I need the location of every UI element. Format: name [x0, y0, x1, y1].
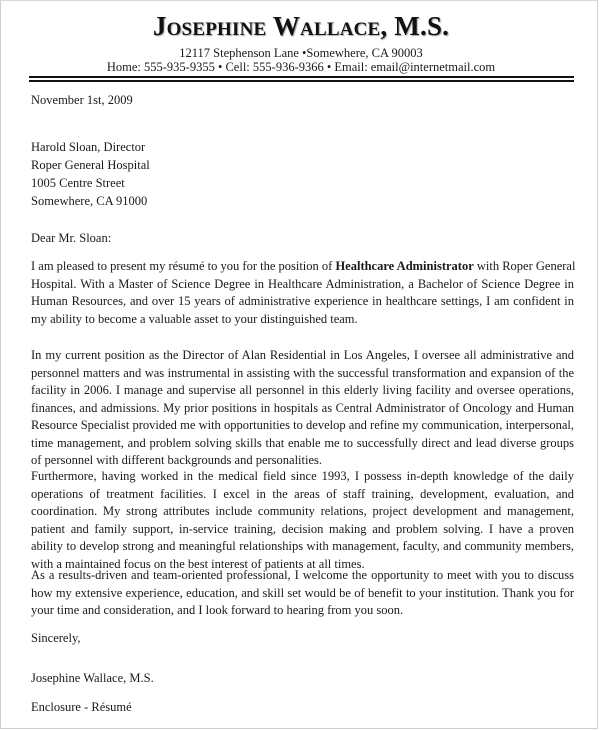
- paragraph-line: facility in 2006. I manage and supervise all personnel in this elderly living facility and oversee operations,: [31, 383, 574, 397]
- letter-date: November 1st, 2009: [31, 93, 133, 107]
- sender-address: 12117 Stephenson Lane •Somewhere, CA 90003: [179, 46, 423, 60]
- paragraph-current-position: [31, 347, 574, 470]
- paragraph-line: I am pleased to present my résumé to you for the position of Healthcare Administrator with Roper General: [31, 259, 576, 273]
- paragraph-line: operations of treatment facilities. I excel in the areas of staff training, development, evaluation, and: [31, 486, 574, 501]
- paragraph-intro: [31, 258, 574, 328]
- paragraph-line: patient and family support, in-service training, decision making and problem solving. I have a proven: [31, 521, 574, 536]
- sender-name: Josephine Wallace, M.S.: [152, 11, 450, 41]
- enclosure-note: Enclosure - Résumé: [31, 700, 132, 714]
- paragraph-line: time management, and problem solving skills that enable me to successfully direct and lead diverse groups: [31, 435, 574, 450]
- header-rule-bottom: [29, 80, 574, 82]
- paragraph-line: coordination. My strong attributes include community relations, project development and management,: [31, 504, 574, 518]
- recipient-organization: Roper General Hospital: [31, 158, 150, 172]
- recipient-street: 1005 Centre Street: [31, 176, 125, 190]
- header-rule-top: [29, 76, 574, 78]
- recipient-name: Harold Sloan, Director: [31, 140, 146, 154]
- paragraph-line: Hospital. With a Master of Science Degree in Healthcare Administration, a Bachelor of Science Degree in: [31, 276, 574, 291]
- paragraph-line: In my current position as the Director of Alan Residential in Los Angeles, I oversee all administrative and: [31, 348, 574, 362]
- paragraph-closing: [31, 567, 574, 620]
- paragraph-line: Resource Specialist provided me with opportunities to develop and refine my communication, interpersonal,: [31, 418, 574, 432]
- salutation: Dear Mr. Sloan:: [31, 231, 112, 245]
- sender-contact: Home: 555-935-9355 • Cell: 555-936-9366 • Email: email@internetmail.com: [106, 60, 496, 74]
- paragraph-line: As a results-driven and team-oriented professional, I welcome the opportunity to meet with you to discuss: [31, 568, 574, 582]
- paragraph-line: personnel matters and was instrumental in assisting with the successful transformation and expansion of the: [31, 365, 574, 380]
- paragraph-line: your time and consideration, and I look forward to hearing from you soon.: [31, 603, 404, 617]
- paragraph-line: how my extensive experience, education, and skill set would be of benefit to your institution. Thank you for: [31, 585, 574, 600]
- paragraph-line: finances, and admissions. My prior positions in hospitals as Central Administrator of Oncology and Human: [31, 400, 574, 415]
- position-title: Healthcare Administrator: [335, 259, 474, 273]
- paragraph-line: Furthermore, having worked in the medical field since 1993, I possess in-depth knowledge of the daily: [31, 469, 574, 483]
- closing: Sincerely,: [31, 631, 81, 645]
- recipient-city: Somewhere, CA 91000: [31, 194, 148, 208]
- paragraph-line: my ability to become a valuable asset to your distinguished team.: [31, 311, 358, 326]
- paragraph-line: ability to develop strong and meaningful relationships with management, faculty, and community members,: [31, 539, 574, 553]
- paragraph-line: of personnel with different backgrounds and personalities.: [31, 453, 323, 467]
- paragraph-experience: [31, 468, 574, 573]
- paragraph-line: Human Resources, and over 15 years of administrative experience in healthcare settings, I am confident in: [31, 294, 574, 308]
- signature: Josephine Wallace, M.S.: [31, 671, 154, 685]
- paragraph-line: with a maintained focus on the best interest of patients at all times.: [31, 556, 365, 571]
